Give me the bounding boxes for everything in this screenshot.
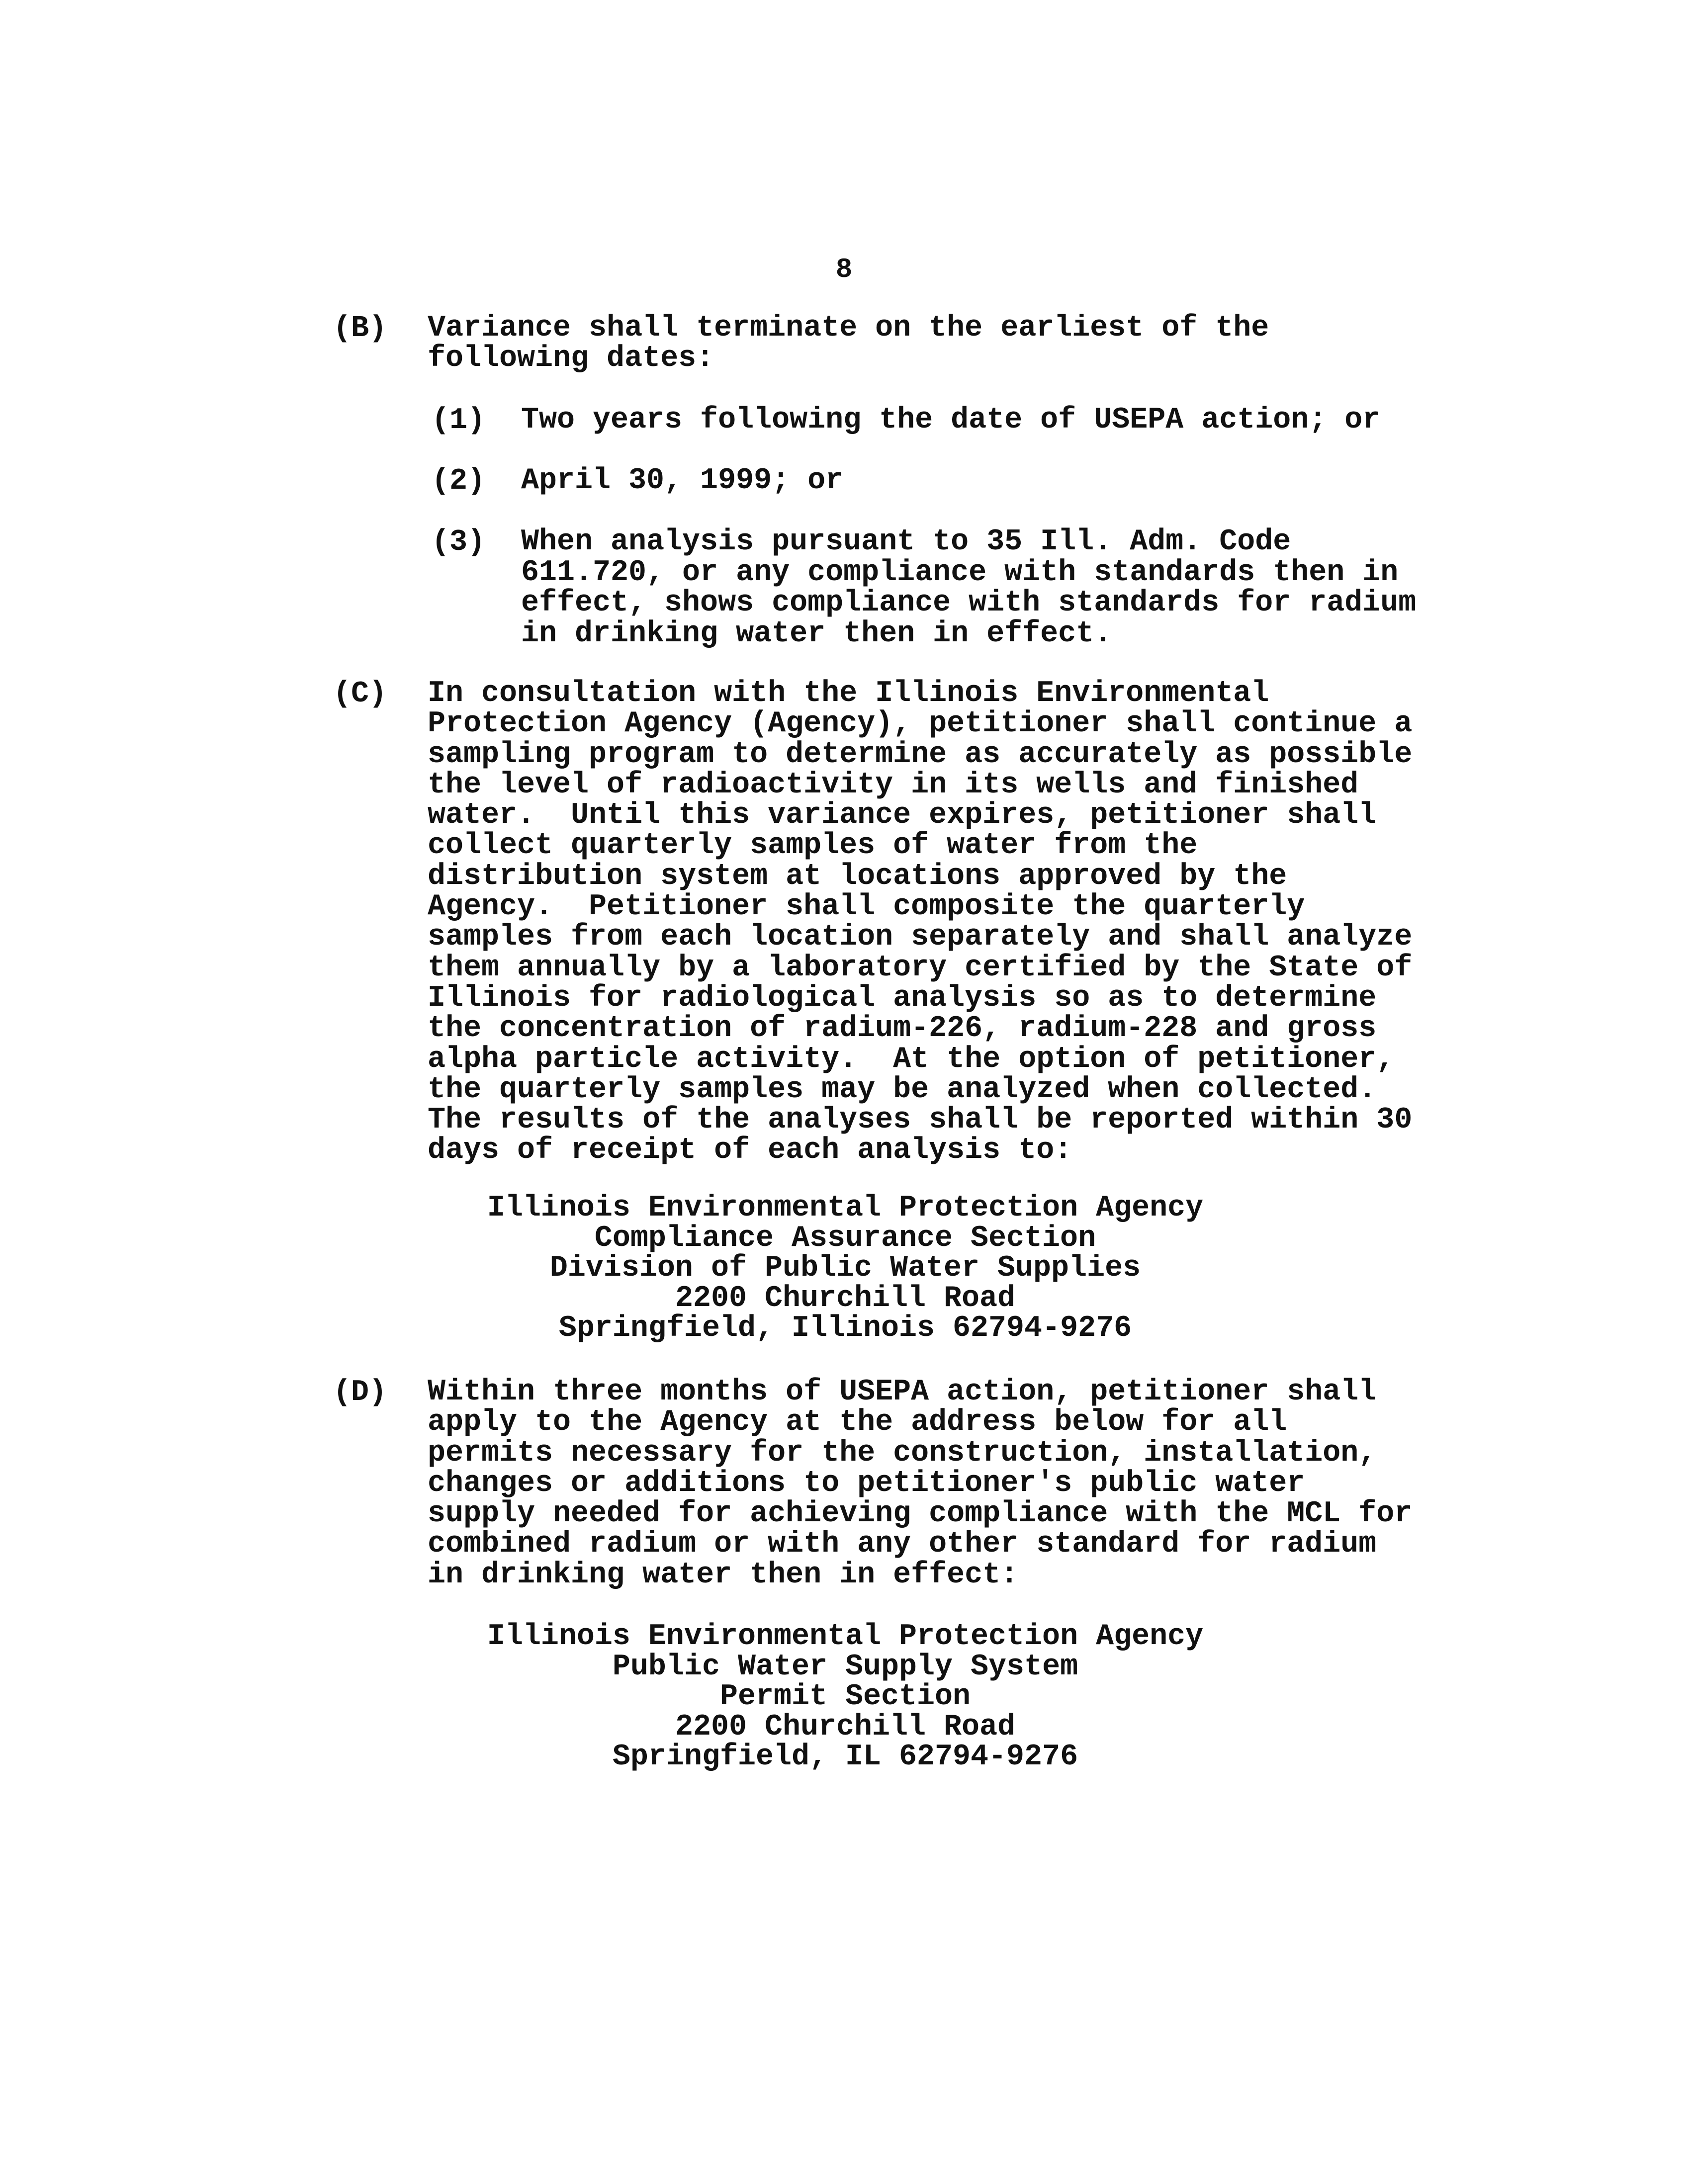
item-text: April 30, 1999; or [521, 464, 844, 498]
address-line: Public Water Supply System [612, 1650, 1078, 1684]
address-line: 2200 Churchill Road [675, 1281, 1016, 1315]
item-label: (3) [432, 525, 486, 559]
address-line: Springfield, Illinois 62794-9276 [558, 1311, 1132, 1345]
item-text: When analysis pursuant to 35 Ill. Adm. Code 611.720, or any compliance with standards then in effect, shows compliance with standards for radium in drinking water then in effect. [521, 525, 1417, 651]
section-b-label: (B) [333, 312, 387, 346]
address-line: Compliance Assurance Section [594, 1221, 1096, 1255]
address-line: Division of Public Water Supplies [549, 1251, 1141, 1285]
section-b-text: Variance shall terminate on the earliest of the following dates: [428, 311, 1269, 376]
address-line: Springfield, IL 62794-9276 [612, 1740, 1078, 1774]
item-label: (2) [432, 464, 486, 498]
address-line: Illinois Environmental Protection Agency [487, 1191, 1204, 1225]
address-line: Illinois Environmental Protection Agency [487, 1620, 1204, 1654]
section-d-label: (D) [333, 1376, 387, 1409]
section-c-label: (C) [333, 677, 387, 711]
address-line: Permit Section [719, 1680, 971, 1714]
page-number: 8 [835, 254, 853, 285]
item-label: (1) [432, 404, 486, 437]
item-text: Two years following the date of USEPA action; or [521, 403, 1381, 437]
address-line: 2200 Churchill Road [675, 1710, 1016, 1744]
section-d-address [467, 1622, 1223, 1772]
section-c-text: In consultation with the Illinois Environmental Protection Agency (Agency), petitioner shall continue a sampling program to determine as accurately as possible the level of radioactivity in its wells and finished water. Until this variance expires, petitioner shall collect quarterly samples of water from the distribution system at locations approved by the Agency. Petitioner shall composite the quarterly samples from each location separately and shall analyze them annually by a laboratory certified by the State of Illinois for radiological analysis so as to determine the concentration of radium-226, radium-228 and gross alpha particle activity. At the option of petitioner, the quarterly samples may be analyzed when collected. The results of the analyses shall be reported within 30 days of receipt of each analysis to: [428, 677, 1413, 1168]
section-c-address [467, 1193, 1223, 1344]
section-d-text: Within three months of USEPA action, petitioner shall apply to the Agency at the address below for all permits necessary for the construction, installation, changes or additions to petitioner's public water supply needed for achieving compliance with the MCL for combined radium or with any other standard for radium in drinking water then in effect: [428, 1375, 1413, 1592]
